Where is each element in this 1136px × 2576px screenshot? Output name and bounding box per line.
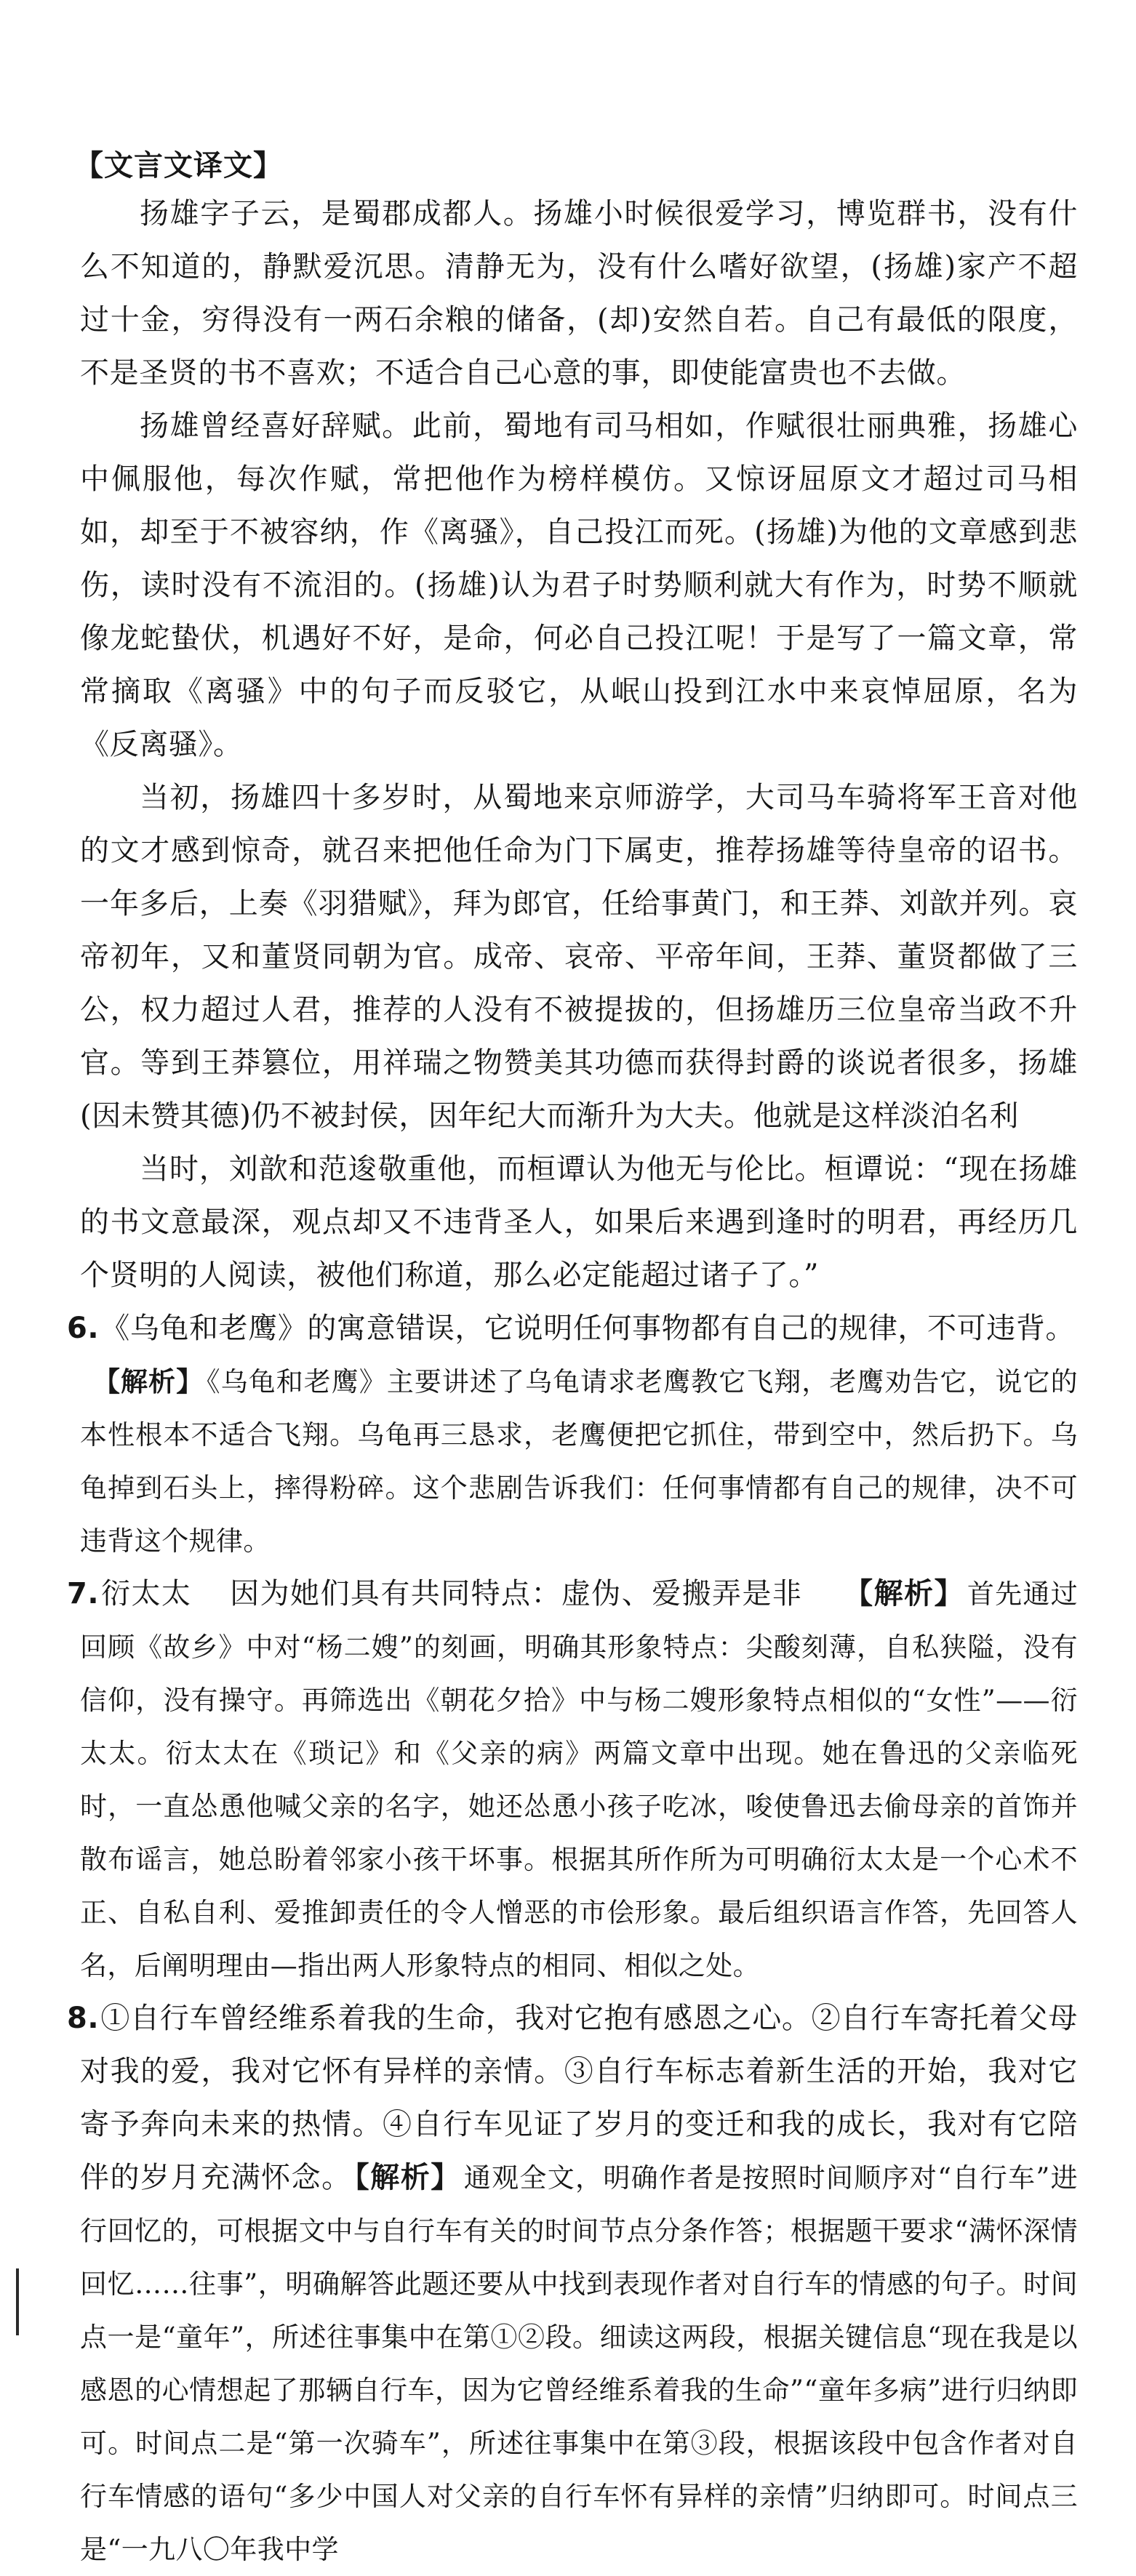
question-number: 6.: [67, 1312, 100, 1345]
classical-translation-section: [74, 145, 1078, 1302]
analysis-label: 【解析】: [354, 2161, 461, 2194]
analysis-label: 【解析】: [843, 1577, 964, 1610]
answer-6: [67, 1302, 1078, 1568]
answer-reason: 因为她们具有共同特点：虚伪、爱搬弄是非: [229, 1577, 803, 1610]
analysis-text: 《乌龟和老鹰》主要讲述了乌龟请求老鹰教它飞翔，老鹰劝告它，说它的本性根本不适合飞翔。乌龟再三恳求，老鹰便把它抓住，带到空中，然后扔下。乌龟掉到石头上，摔得粉碎。这个悲剧告诉我们：任何事情都有自己的规律，决不可违背这个规律。: [80, 1366, 1078, 1557]
analysis-text: 首先通过回顾《故乡》中对“杨二嫂”的刻画，明确其形象特点：尖酸刻薄，自私狭隘，没有信仰，没有操守。再筛选出《朝花夕拾》中与杨二嫂形象特点相似的“女性”——衍太太。衍太太在《琐记》和《父亲的病》两篇文章中出现。她在鲁迅的父亲临死时，一直怂恿他喊父亲的名字，她还怂恿小孩子吃冰，唆使鲁迅去偷母亲的首饰并散布谣言，她总盼着邻家小孩干坏事。根据其所作所为可明确衍太太是一个心术不正、自私自利、爱推卸责任的令人憎恶的市侩形象。最后组织语言作答，先回答人名，后阐明理由—指出两人形象特点的相同、相似之处。: [80, 1578, 1078, 1981]
answer-text: 《乌龟和老鹰》的寓意错误，它说明任何事物都有自己的规律，不可违背。: [100, 1312, 1076, 1345]
page-edge-mark: [16, 2268, 19, 2335]
question-number: 8.: [67, 2002, 100, 2035]
translation-paragraph-2: 扬雄曾经喜好辞赋。此前，蜀地有司马相如，作赋很壮丽典雅，扬雄心中佩服他，每次作赋，常把他作为榜样模仿。又惊讶屈原文才超过司马相如，却至于不被容纳，作《离骚》，自己投江而死。(扬雄)为他的文章感到悲伤，读时没有不流泪的。(扬雄)认为君子时势顺利就大有作为，时势不顺就像龙蛇蛰伏，机遇好不好，是命，何必自己投江呢！于是写了一篇文章，常常摘取《离骚》中的句子而反驳它，从岷山投到江水中来哀悼屈原，名为《反离骚》。: [80, 409, 1078, 761]
answer-7: [67, 1568, 1078, 1992]
translation-paragraph-1: 扬雄字子云，是蜀郡成都人。扬雄小时候很爱学习，博览群书，没有什么不知道的，静默爱沉思。清静无为，没有什么嗜好欲望，(扬雄)家产不超过十金，穷得没有一两石余粮的储备，(却)安然自若。自己有最低的限度，不是圣贤的书不喜欢；不适合自己心意的事，即使能富贵也不去做。: [80, 197, 1078, 390]
translation-paragraph-3: 当初，扬雄四十多岁时，从蜀地来京师游学，大司马车骑将军王音对他的文才感到惊奇，就召来把他任命为门下属吏，推荐扬雄等待皇帝的诏书。一年多后，上奏《羽猎赋》，拜为郎官，任给事黄门，和王莽、刘歆并列。哀帝初年，又和董贤同朝为官。成帝、哀帝、平帝年间，王莽、董贤都做了三公，权力超过人君，推荐的人没有不被提拔的，但扬雄历三位皇帝当政不升官。等到王莽篡位，用祥瑞之物赞美其功德而获得封爵的谈说者很多，扬雄(因未赞其德)仍不被封侯，因年纪大而渐升为大夫。他就是这样淡泊名利: [80, 781, 1078, 1133]
answer-8: [67, 1992, 1078, 2576]
answer-text: ①自行车曾经维系着我的生命，我对它抱有感恩之心。②自行车寄托着父母对我的爱，我对它怀有异样的亲情。③自行车标志着新生活的开始，我对它寄予奔向未来的热情。④自行车见证了岁月的变迁和我的成长，我对有它陪伴的岁月充满怀念。: [80, 2002, 1078, 2194]
analysis-label: 【解析】: [93, 1366, 204, 1397]
analysis-text: 通观全文，明确作者是按照时间顺序对“自行车”进行回忆的，可根据文中与自行车有关的时间节点分条作答；根据题干要求“满怀深情回忆……往事”，明确解答此题还要从中找到表现作者对自行车的情感的句子。时间点一是“童年”，所述往事集中在第①②段。细读这两段，根据关键信息“现在我是以感恩的心情想起了那辆自行车，因为它曾经维系着我的生命”“童年多病”进行归纳即可。时间点二是“第一次骑车”，所述往事集中在第③段，根据该段中包含作者对自行车情感的语句“多少中国人对父亲的自行车怀有异样的亲情”归纳即可。时间点三是“一九八〇年我中学: [80, 2162, 1078, 2565]
translation-paragraph-4: 当时，刘歆和范逡敬重他，而桓谭认为他无与伦比。桓谭说：“现在扬雄的书文意最深，观点却又不违背圣人，如果后来遇到逢时的明君，再经历几个贤明的人阅读，被他们称道，那么必定能超过诸子了。”: [80, 1152, 1078, 1292]
answer-6-line: [67, 1302, 1078, 1355]
section-title: 【文言文译文】: [74, 149, 283, 182]
answer-7-line: [67, 1568, 1078, 1992]
answer-name: 衍太太: [100, 1577, 192, 1610]
question-number: 7.: [67, 1577, 100, 1610]
answer-6-analysis: [80, 1355, 1078, 1568]
answer-8-line: [67, 1992, 1078, 2576]
